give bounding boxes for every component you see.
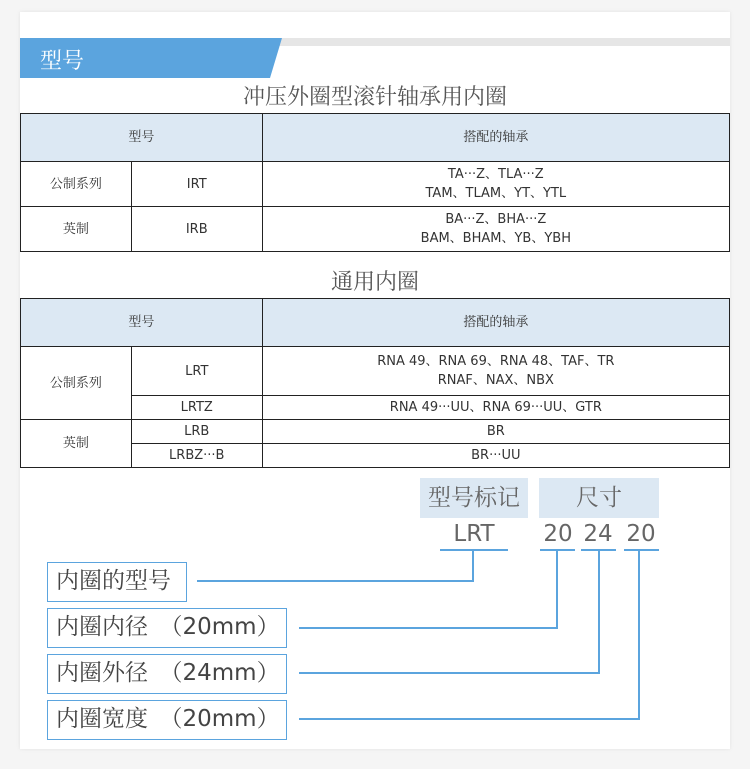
- bearing-cell: BR···UU: [262, 444, 729, 468]
- connector-width-v: [638, 549, 640, 720]
- bearing-cell: BR: [262, 420, 729, 444]
- table1-title: 冲压外圈型滚针轴承用内圈: [242, 85, 507, 110]
- connector-outer-v: [598, 549, 600, 674]
- label-inner-model: 内圈的型号: [47, 562, 187, 602]
- code-width: 20: [626, 521, 656, 547]
- table-row: [21, 347, 730, 396]
- connector-width-h: [299, 718, 640, 720]
- label-outer-diameter: 内圈外径 （24mm）: [47, 654, 287, 694]
- series-cell: 公制系列: [21, 162, 132, 207]
- code-cell: LRTZ: [131, 396, 262, 420]
- code-outer-diameter: 24: [583, 521, 613, 547]
- table-row: [21, 207, 730, 252]
- bearing-line: BA···Z、BHA···Z: [445, 212, 547, 227]
- bearing-cell: [262, 207, 729, 252]
- table1: [20, 113, 730, 252]
- code-cell: IRT: [131, 162, 262, 207]
- bearing-cell: [262, 162, 729, 207]
- label-width: 内圈宽度 （20mm）: [47, 700, 287, 740]
- bearing-cell: RNA 49···UU、RNA 69···UU、GTR: [262, 396, 729, 420]
- code-inner-diameter: 20: [543, 521, 573, 547]
- code-cell: LRT: [131, 347, 262, 396]
- size-label: 尺寸: [539, 478, 659, 518]
- connector-model-v: [472, 549, 474, 582]
- connector-outer-h: [299, 672, 600, 674]
- code-cell: LRBZ···B: [131, 444, 262, 468]
- series-cell: 公制系列: [21, 347, 132, 420]
- bearing-cell: [262, 347, 729, 396]
- table1-header-row: [21, 114, 730, 162]
- code-model-underline: [440, 549, 508, 551]
- code-width-underline: [624, 549, 659, 551]
- code-cell: LRB: [131, 420, 262, 444]
- series-cell: 英制: [21, 207, 132, 252]
- table2-header-bearing: 搭配的轴承: [262, 299, 729, 347]
- section-title: 型号: [40, 49, 85, 74]
- table1-header-bearing: 搭配的轴承: [262, 114, 729, 162]
- table2-header-row: [21, 299, 730, 347]
- label-inner-diameter: 内圈内径 （20mm）: [47, 608, 287, 648]
- section-header: [20, 38, 730, 78]
- table2-header-model: 型号: [21, 299, 263, 347]
- series-cell: 英制: [21, 420, 132, 468]
- bearing-line: TAM、TLAM、YT、YTL: [425, 186, 567, 201]
- connector-inner-v: [556, 549, 558, 629]
- bearing-line: TA···Z、TLA···Z: [447, 167, 544, 182]
- table2: [20, 298, 730, 468]
- table-row: [21, 420, 730, 444]
- bearing-line: BAM、BHAM、YB、YBH: [420, 231, 571, 246]
- model-mark-label: 型号标记: [420, 478, 528, 518]
- connector-model-h: [197, 580, 474, 582]
- table1-header-model: 型号: [21, 114, 263, 162]
- connector-inner-h: [299, 627, 558, 629]
- bearing-line: RNA 49、RNA 69、RNA 48、TAF、TR: [377, 354, 615, 369]
- bearing-line: RNAF、NAX、NBX: [437, 373, 554, 388]
- code-model: LRT: [453, 521, 495, 547]
- table-row: [21, 162, 730, 207]
- section-bar-stripe: [274, 38, 730, 46]
- table2-title: 通用内圈: [330, 270, 419, 295]
- code-cell: IRB: [131, 207, 262, 252]
